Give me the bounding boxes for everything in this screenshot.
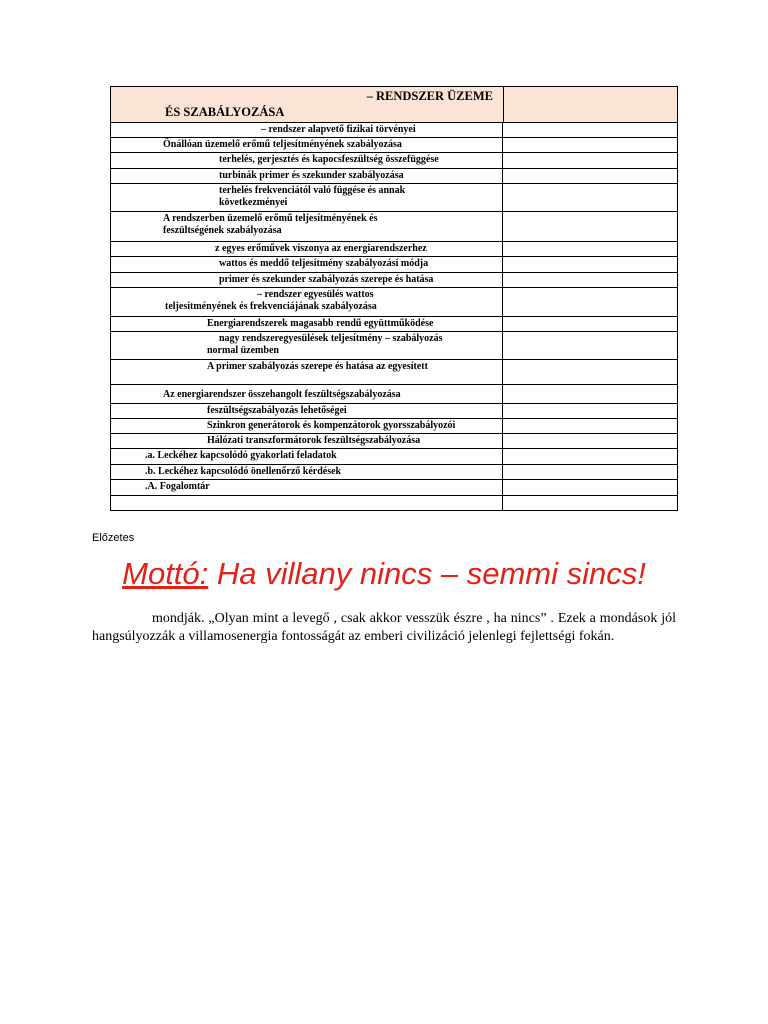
toc-entry: Az energiarendszer összehangolt feszültségszabályozása xyxy=(111,385,503,403)
preface-label: Előzetes xyxy=(92,532,135,544)
toc-entry: terhelés frekvenciától való függése és annak következményei xyxy=(111,184,503,211)
toc-page-cell xyxy=(503,419,677,433)
motto xyxy=(0,556,768,592)
toc-entry: A rendszerben üzemelő erőmű teljesítményének és feszültségének szabályozása xyxy=(111,212,503,241)
toc-page-cell xyxy=(503,465,677,479)
toc-page-cell xyxy=(503,332,677,359)
toc-page-cell xyxy=(503,404,677,418)
toc-page-cell xyxy=(503,273,677,287)
toc-page-cell xyxy=(503,169,677,183)
toc-entry: .b. Leckéhez kapcsolódó önellenőrző kérdések xyxy=(111,465,503,479)
toc-entry: wattos és meddő teljesítmény szabályozási módja xyxy=(111,257,503,272)
toc-rows xyxy=(111,123,677,510)
toc-entry: – rendszer egyesülés wattos teljesítményének és frekvenciájának szabályozása xyxy=(111,288,503,316)
toc-entry: A primer szabályozás szerepe és hatása az egyesített xyxy=(111,360,503,384)
table-of-contents xyxy=(110,86,678,511)
toc-row xyxy=(111,434,677,449)
toc-page-cell xyxy=(503,496,677,510)
toc-row xyxy=(111,123,677,138)
toc-row xyxy=(111,317,677,332)
toc-page-cell xyxy=(503,480,677,495)
toc-entry xyxy=(111,496,503,510)
toc-row xyxy=(111,212,677,242)
toc-header-title xyxy=(111,87,504,122)
toc-page-cell xyxy=(503,434,677,448)
toc-entry: turbinák primer és szekunder szabályozása xyxy=(111,169,503,183)
toc-entry: z egyes erőművek viszonya az energiarendszerhez xyxy=(111,242,503,256)
toc-row xyxy=(111,449,677,465)
toc-page-cell xyxy=(503,138,677,152)
toc-page-cell xyxy=(503,123,677,137)
toc-entry: nagy rendszeregyesülések teljesítmény – szabályozás normal üzemben xyxy=(111,332,503,359)
motto-text: Ha villany nincs – semmi sincs! xyxy=(208,556,646,591)
toc-page-cell xyxy=(503,385,677,403)
toc-entry: – rendszer alapvető fizikai törvényei xyxy=(111,123,503,137)
toc-entry: .A. Fogalomtár xyxy=(111,480,503,495)
toc-page-cell xyxy=(503,257,677,272)
intro-paragraph-text: mondják. „Olyan mint a levegő , csak akkor vesszük észre , ha nincs” . Ezek a mondások jól hangsúlyozzák a villamosenergia fontosságát az emberi civilizáció jelenlegi fejlettségi fokán. xyxy=(92,611,676,644)
toc-header xyxy=(111,87,677,123)
toc-row xyxy=(111,404,677,419)
motto-label: Mottó: xyxy=(122,556,209,591)
toc-entry: terhelés, gerjesztés és kapocsfeszültség összefüggése xyxy=(111,153,503,168)
toc-row xyxy=(111,496,677,510)
toc-row xyxy=(111,465,677,480)
toc-row xyxy=(111,273,677,288)
toc-header-line1: – RENDSZER ÜZEME xyxy=(366,89,493,103)
toc-row xyxy=(111,184,677,212)
toc-row xyxy=(111,153,677,169)
toc-page-cell xyxy=(503,360,677,384)
toc-row xyxy=(111,257,677,273)
toc-page-cell xyxy=(503,184,677,211)
toc-entry: Hálózati transzformátorok feszültségszabályozása xyxy=(111,434,503,448)
intro-paragraph xyxy=(92,610,676,646)
toc-row xyxy=(111,169,677,184)
toc-row xyxy=(111,332,677,360)
toc-header-page-cell xyxy=(504,87,677,122)
toc-entry: Önállóan üzemelő erőmű teljesítményének szabályozása xyxy=(111,138,503,152)
toc-row xyxy=(111,138,677,153)
toc-entry: Szinkron generátorok és kompenzátorok gyorsszabályozói xyxy=(111,419,503,433)
toc-entry: .a. Leckéhez kapcsolódó gyakorlati feladatok xyxy=(111,449,503,464)
toc-row xyxy=(111,419,677,434)
toc-entry: feszültségszabályozás lehetőségei xyxy=(111,404,503,418)
toc-row xyxy=(111,385,677,404)
toc-entry: primer és szekunder szabályozás szerepe és hatása xyxy=(111,273,503,287)
toc-row xyxy=(111,360,677,385)
toc-row xyxy=(111,242,677,257)
toc-page-cell xyxy=(503,212,677,241)
toc-page-cell xyxy=(503,242,677,256)
toc-page-cell xyxy=(503,449,677,464)
toc-row xyxy=(111,288,677,317)
toc-page-cell xyxy=(503,288,677,316)
toc-page-cell xyxy=(503,317,677,331)
toc-entry: Energiarendszerek magasabb rendű együttműködése xyxy=(111,317,503,331)
toc-header-line2: ÉS SZABÁLYOZÁSA xyxy=(165,105,285,119)
toc-page-cell xyxy=(503,153,677,168)
toc-row xyxy=(111,480,677,496)
